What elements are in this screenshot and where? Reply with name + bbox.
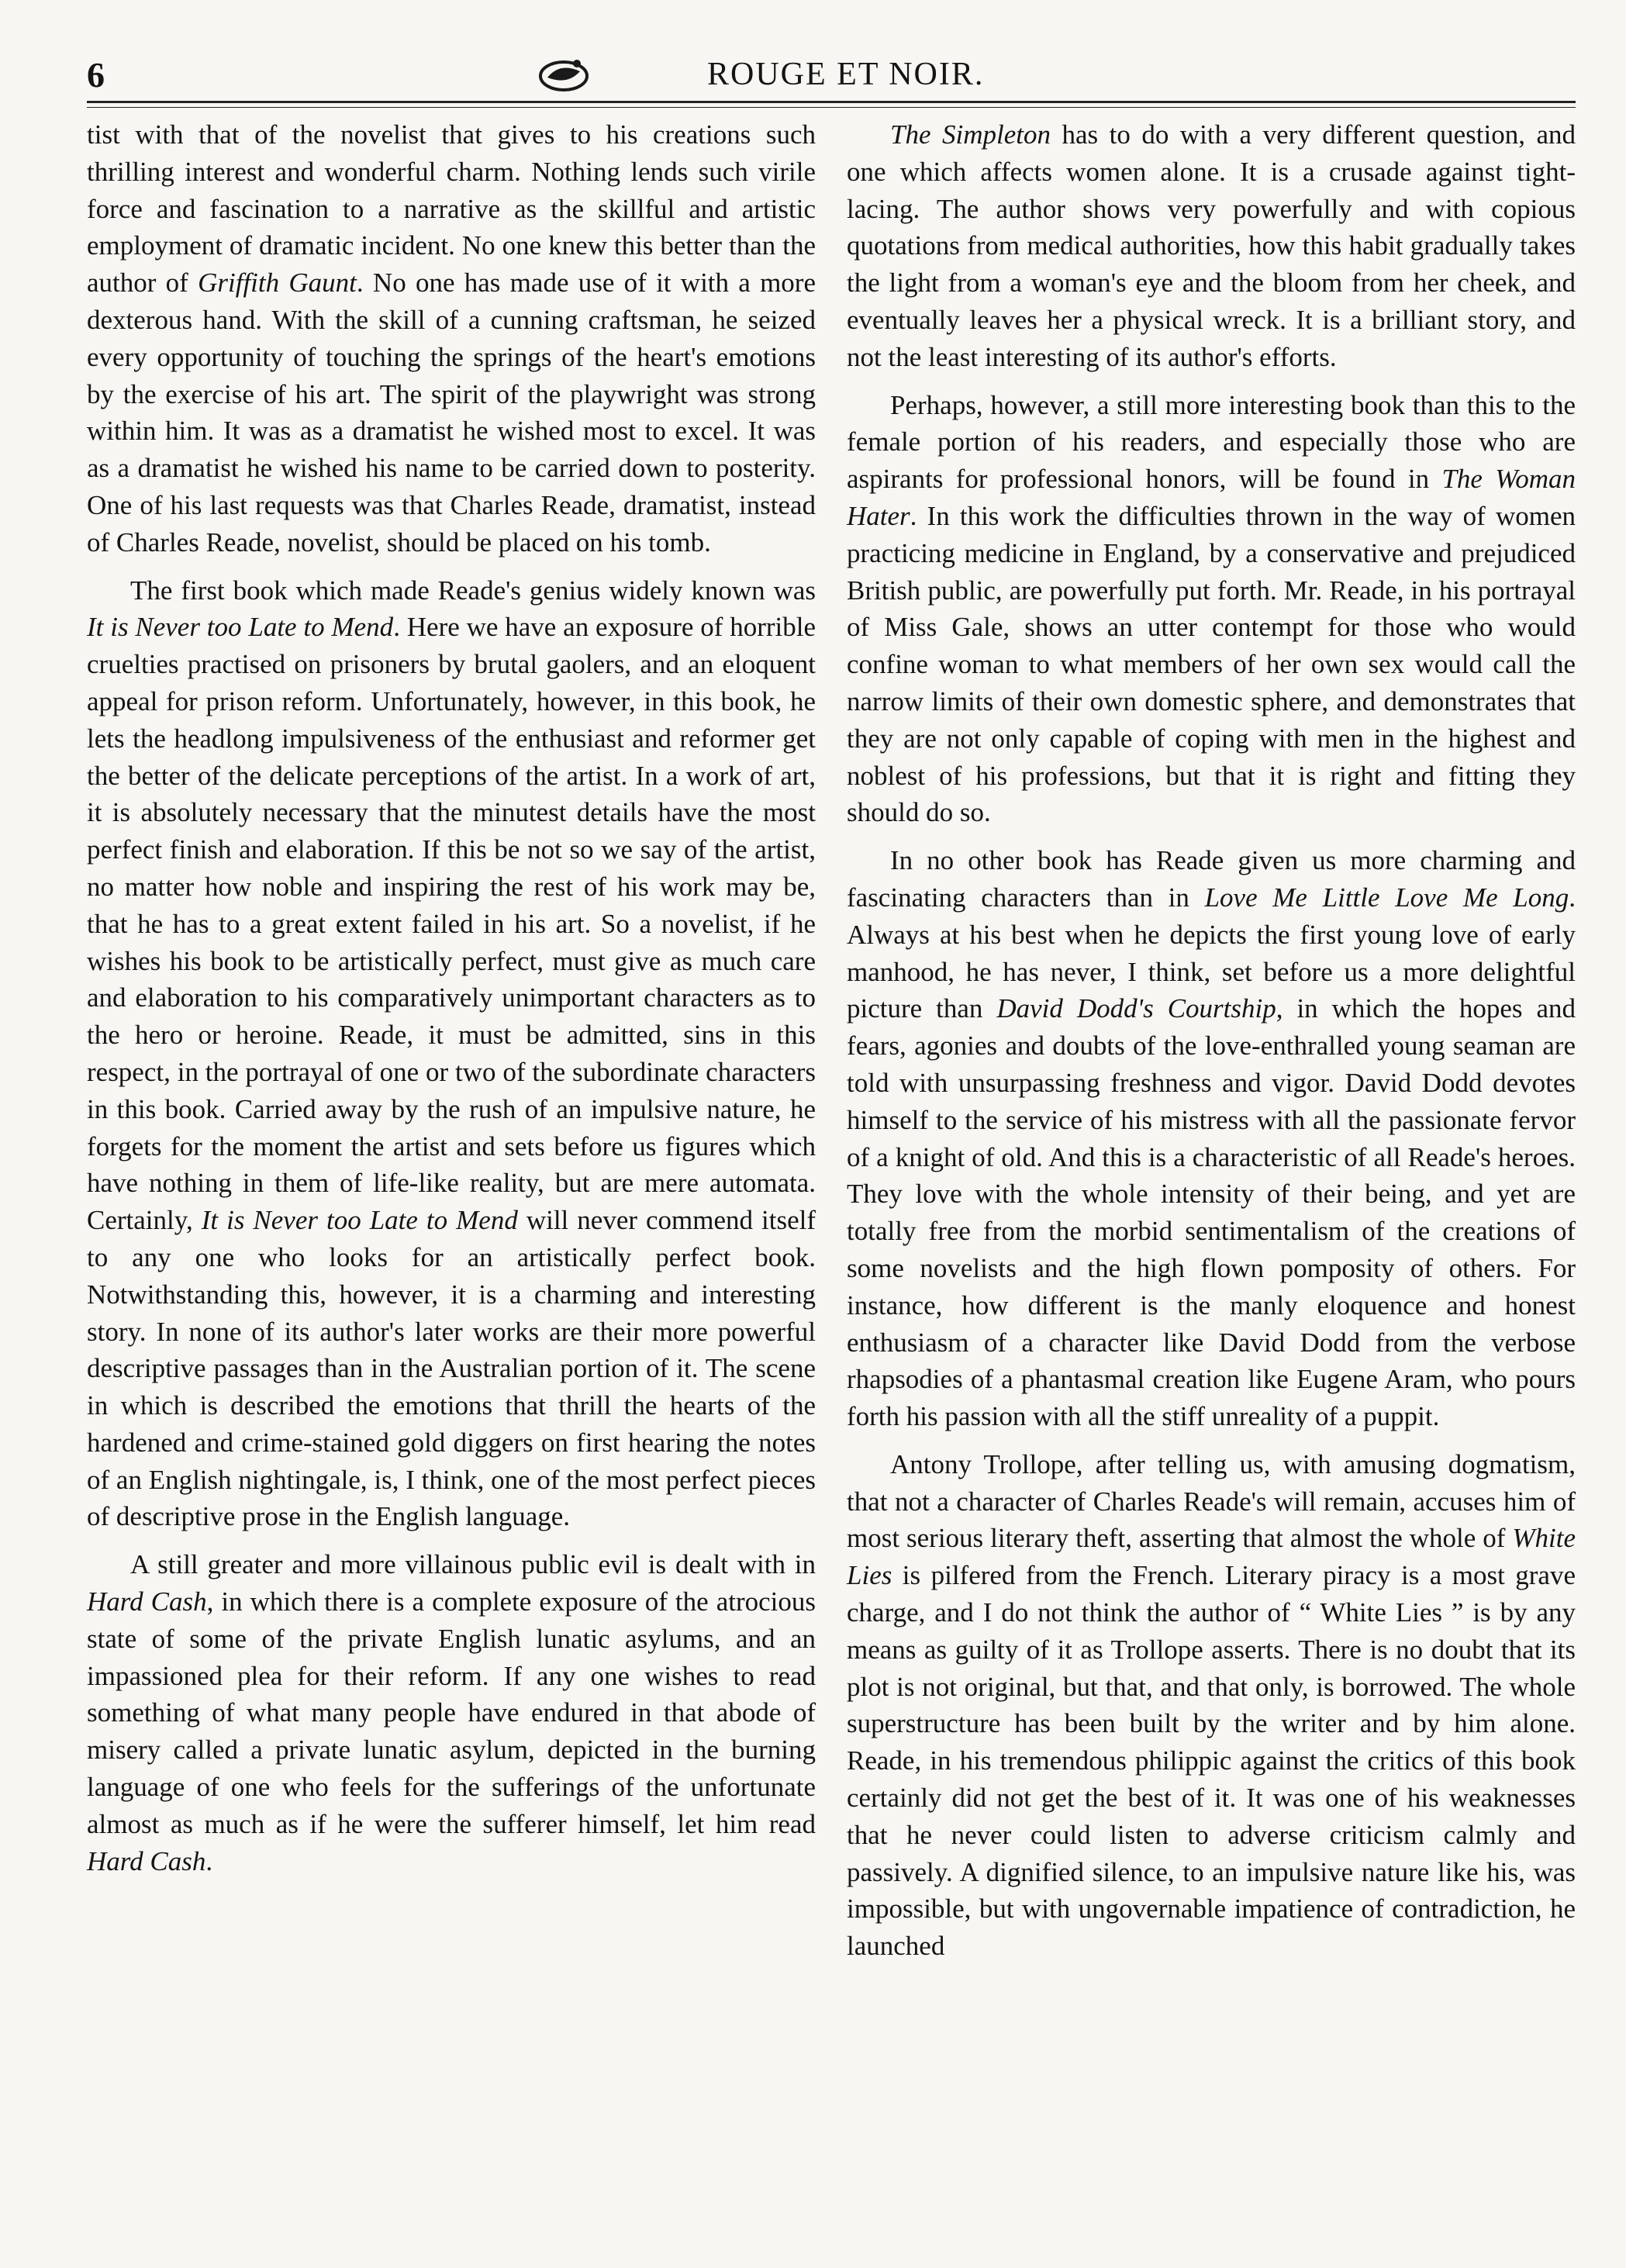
header-rule-thin (87, 107, 1576, 108)
paragraph (87, 572, 816, 1536)
header-rule (87, 101, 1576, 103)
text-run: , in which there is a complete exposure of the atrocious state of some of the private English lunatic asylums, and an impassioned plea for their reform. If any one wishes to read something of what many people have endured in that abode of misery called a private lunatic asylum, depicted in the burning language of one who feels for the sufferings of the unfortunate almost as much as if he were the sufferer himself, let him read (87, 1586, 816, 1839)
paragraph (847, 1446, 1576, 1965)
book-title: It is Never too Late to Mend (87, 612, 394, 643)
header-ornament-icon (537, 54, 591, 95)
text-run: The first book which made Reade's genius widely known was (130, 575, 816, 606)
text-run: A still greater and more villainous public evil is dealt with in (130, 1549, 816, 1580)
book-title: The Simpleton (890, 119, 1051, 150)
paragraph (847, 387, 1576, 832)
left-column (87, 116, 816, 2132)
text-run: Perhaps, however, a still more interesting book than this to the female portion of his readers, and especially those who are aspirants for professional honors, will be found in (847, 389, 1576, 495)
right-column (847, 116, 1576, 2132)
text-run: tist with that of the novelist that gives to his creations such thrilling interest and wonderful charm. Nothing lends such virile force and fascination to a narrative as the skillful and artistic employment of dramatic incident. No one knew this better than the author of (87, 119, 816, 299)
text-run: Antony Trollope, after telling us, with amusing dogmatism, that not a character of Charles Reade's will remain, accuses him of most serious literary theft, asserting that almost the whole of (847, 1448, 1576, 1554)
text-run: will never commend itself to any one who looks for an artistically perfect book. Notwithstanding this, however, it is a charming and interesting story. In none of its author's later works are their more powerful descriptive passages than in the Australian portion of it. The scene in which is described the emotions that thrill the hearts of the hardened and crime-stained gold diggers on first hearing the notes of an English nightingale, is, I think, one of the most perfect pieces of descriptive prose in the English language. (87, 1205, 816, 1532)
text-run: . Always at his best when he depicts the first young love of early manhood, he has never, I think, set before us a more delightful picture than (847, 882, 1576, 1024)
book-title: David Dodd's Courtship (996, 993, 1276, 1024)
text-run: In no other book has Reade given us more charming and fascinating characters than in (847, 845, 1576, 913)
book-title: The Woman Hater (847, 464, 1576, 531)
text-run: has to do with a very different question, and one which affects women alone. It is a crusade against tight-lacing. The author shows very powerfully and with copious quotations from medical authorities, how this habit gradually takes the light from a woman's eye and the bloom from her cheek, and eventually leaves her a physical wreck. It is a brilliant story, and not the least interesting of its author's efforts. (847, 119, 1576, 372)
book-title: White Lies (847, 1523, 1576, 1591)
paragraph (87, 1546, 816, 1880)
text-run: . In this work the difficulties thrown in the way of women practicing medicine in England, by a conservative and prejudiced British public, are powerfully put forth. Mr. Reade, in his portrayal of Miss Gale, shows an utter contempt for those who would confine woman to what members of her own sex would call the narrow limits of their own domestic sphere, and demonstrates that they are not only capable of coping with men in the highest and noblest of his professions, but that it is right and fitting they should do so. (847, 500, 1576, 828)
page-header (87, 54, 1576, 101)
paragraph (87, 116, 816, 561)
running-title: ROUGE ET NOIR. (707, 57, 985, 92)
book-title: Griffith Gaunt (198, 268, 357, 299)
paragraph (847, 842, 1576, 1435)
text-run: , in which the hopes and fears, agonies and doubts of the love-enthralled young seaman are told with unsurpassing freshness and vigor. David Dodd devotes himself to the service of his mistress with all the passionate fervor of a knight of old. And this is a characteristic of all Reade's heroes. They love with the whole intensity of their being, and yet are totally free from the morbid sentimentalism of the creations of some novelists and the high flown pomposity of others. For instance, how different is the manly eloquence and honest enthusiasm of a character like David Dodd from the verbose rhapsodies of a phantasmal creation like Eugene Aram, who pours forth his passion with all the stiff unreality of a puppit. (847, 993, 1576, 1432)
book-title: It is Never too Late to Mend (201, 1205, 518, 1236)
text-run: . No one has made use of it with a more dexterous hand. With the skill of a cunning craftsman, he seized every opportunity of touching the springs of the heart's emotions by the exercise of his art. The spirit of the playwright was strong within him. It was as a dramatist he wished most to excel. It was as a dramatist he wished his name to be carried down to posterity. One of his last requests was that Charles Reade, dramatist, instead of Charles Reade, novelist, should be placed on his tomb. (87, 268, 816, 558)
text-run: is pilfered from the French. Literary piracy is a most grave charge, and I do not think the author of “ White Lies ” is by any means as guilty of it as Trollope asserts. There is no doubt that its plot is not original, but that, and that only, is borrowed. The whole superstructure has been built by the writer and by him alone. Reade, in his tremendous philippic against the critics of this book certainly did not get the best of it. It was one of his weaknesses that he never could listen to adverse criticism calmly and passively. A dignified silence, to an impulsive nature like his, was impossible, but with ungovernable impatience of contradiction, he launched (847, 1560, 1576, 1962)
book-title: Hard Cash (87, 1845, 206, 1876)
book-title: Love Me Little Love Me Long (1204, 882, 1569, 913)
paragraph (847, 116, 1576, 376)
page-number: 6 (87, 55, 105, 95)
text-run: . (205, 1845, 213, 1876)
text-run: . Here we have an exposure of horrible cruelties practised on prisoners by brutal gaolers, and an eloquent appeal for prison reform. Unfortunately, however, in this book, he lets the headlong impulsiveness of the enthusiast and reformer get the better of the delicate perceptions of the artist. In a work of art, it is absolutely necessary that the minutest details have the most perfect finish and elaboration. If this be not so we say of the artist, no matter how noble and inspiring the rest of his work may be, that he has to a great extent failed in his art. So a novelist, if he wishes his book to be artistically perfect, must give as much care and elaboration to his comparatively unimportant characters as to the hero or heroine. Reade, it must be admitted, sins in this respect, in the portrayal of one or two of the subordinate characters in this book. Carried away by the rush of an impulsive nature, he forgets for the moment the artist and sets before us figures which have nothing in them of life-like reality, but are mere automata. Certainly, (87, 612, 816, 1236)
text-columns (87, 116, 1576, 2132)
book-title: Hard Cash (87, 1586, 207, 1617)
